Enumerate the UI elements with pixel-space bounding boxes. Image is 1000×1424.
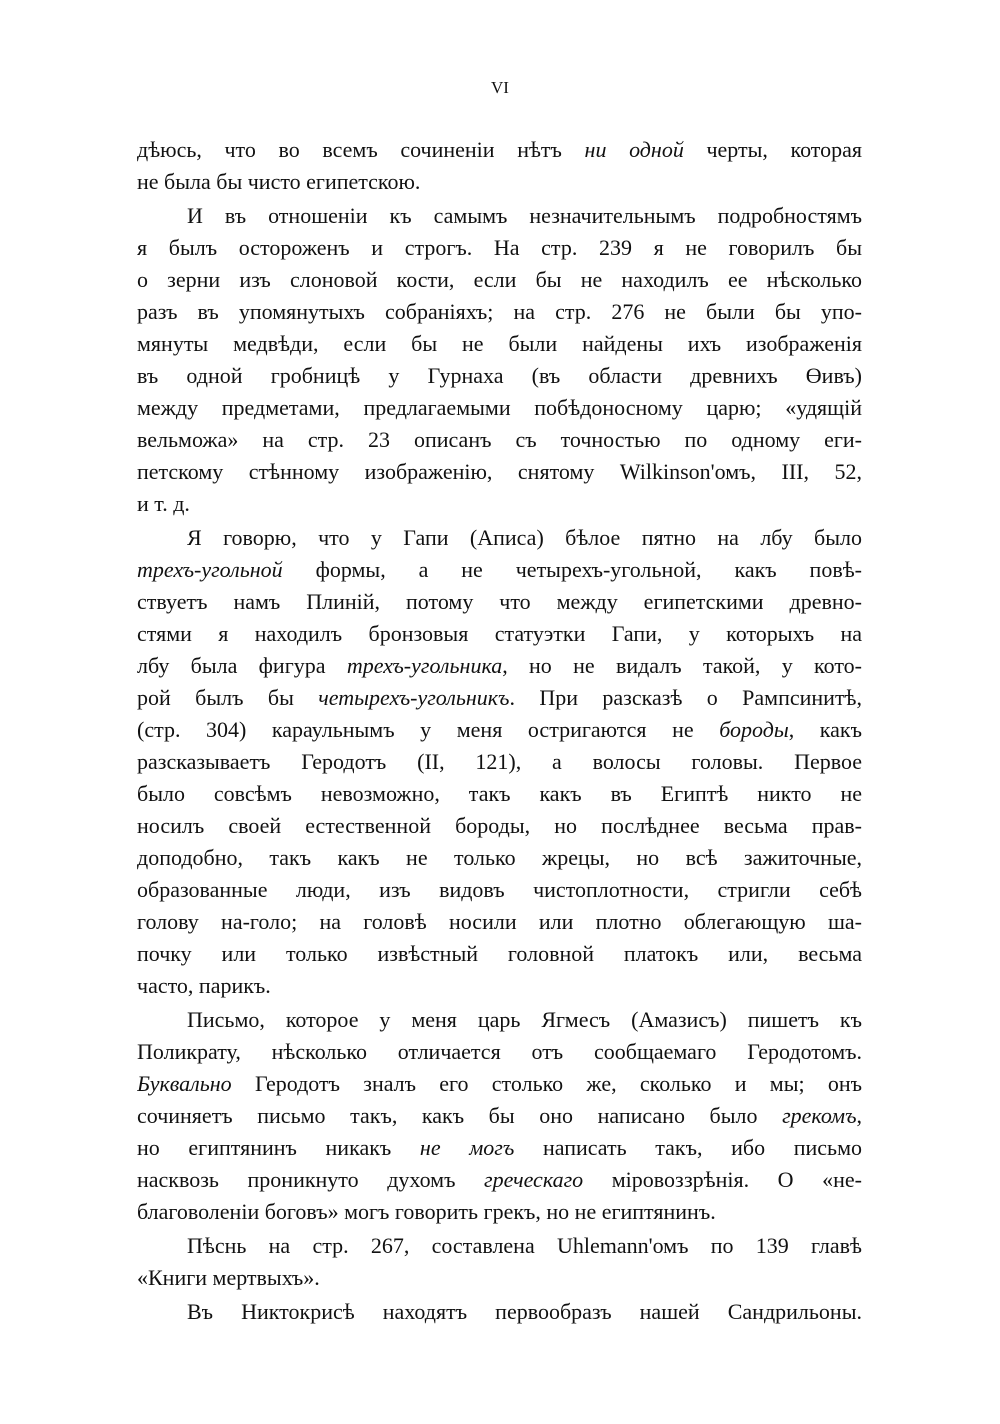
text-segment: черты, которая — [683, 137, 862, 162]
text-segment: доподобно, такъ какъ не только жрецы, но всѣ зажиточные, — [137, 845, 862, 870]
text-segment: , но не видалъ такой, у кото- — [502, 653, 862, 678]
text-line — [137, 906, 862, 938]
text-line — [137, 1004, 862, 1036]
text-segment: Въ Никтокрисѣ находятъ первообразъ нашей Сандрильоны. — [187, 1299, 862, 1324]
text-segment: «Книги мертвыхъ». — [137, 1265, 320, 1290]
text-segment: часто, парикъ. — [137, 973, 271, 998]
text-line — [137, 618, 862, 650]
text-segment: рой былъ бы — [137, 685, 319, 710]
text-line — [137, 1262, 862, 1294]
text-line — [137, 970, 862, 1002]
italic-text: грекомъ — [782, 1103, 857, 1128]
text-line — [137, 842, 862, 874]
text-segment: было совсѣмъ невозможно, такъ какъ въ Египтѣ никто не — [137, 781, 862, 806]
text-line — [137, 874, 862, 906]
text-segment: насквозь проникнуто духомъ — [137, 1167, 485, 1192]
text-segment: образованные люди, изъ видовъ чистоплотности, стригли себѣ — [137, 877, 862, 902]
text-segment: Пѣснь на стр. 267, составлена Uhlemann'омъ по 139 главѣ — [187, 1233, 862, 1258]
text-line — [137, 938, 862, 970]
italic-text: трехъ-угольной — [137, 557, 283, 582]
text-segment: не была бы чисто египетскою. — [137, 169, 421, 194]
text-line — [137, 232, 862, 264]
text-segment: я былъ остороженъ и строгъ. На стр. 239 я не говорилъ бы — [137, 235, 862, 260]
text-segment: лбу была фигура — [137, 653, 347, 678]
text-segment: стями я находилъ бронзовыя статуэтки Гапи, у которыхъ на — [137, 621, 862, 646]
text-line — [137, 1068, 862, 1100]
text-segment: ствуетъ намъ Плиній, потому что между египетскими древно- — [137, 589, 862, 614]
text-line — [137, 424, 862, 456]
text-line — [137, 360, 862, 392]
text-line — [137, 746, 862, 778]
text-line — [137, 296, 862, 328]
page-number: VI — [491, 78, 509, 97]
text-segment: мянуты медвѣди, если бы не были найдены ихъ изображенія — [137, 331, 862, 356]
paragraph — [137, 1004, 862, 1228]
text-segment: (стр. 304) караульнымъ у меня остригаются не — [137, 717, 720, 742]
text-segment: міровоззрѣнія. О «не- — [583, 1167, 862, 1192]
text-line — [137, 778, 862, 810]
text-segment: . При разсказѣ о Рампсинитѣ, — [509, 685, 862, 710]
text-segment: , — [856, 1103, 862, 1128]
text-line — [137, 200, 862, 232]
paragraph — [137, 522, 862, 1002]
paragraph — [137, 1230, 862, 1294]
text-line — [137, 392, 862, 424]
text-segment: сочиняетъ письмо такъ, какъ бы оно написано было — [137, 1103, 783, 1128]
text-line — [137, 1164, 862, 1196]
italic-text: Буквально — [137, 1071, 232, 1096]
text-segment: И въ отношеніи къ самымъ незначительнымъ подробностямъ — [187, 203, 862, 228]
italic-text: бороды — [719, 717, 789, 742]
text-line — [137, 134, 862, 166]
text-segment: и т. д. — [137, 491, 190, 516]
text-line — [137, 650, 862, 682]
text-segment: между предметами, предлагаемыми побѣдоносному царю; «удящій — [137, 395, 862, 420]
text-line — [137, 456, 862, 488]
text-line — [137, 682, 862, 714]
paragraph — [137, 1296, 862, 1328]
italic-text: трехъ-угольника — [346, 653, 503, 678]
text-line — [137, 1036, 862, 1068]
text-segment: петскому стѣнному изображенію, снятому Wilkinson'омъ, III, 52, — [137, 459, 862, 484]
text-line — [137, 328, 862, 360]
text-line — [137, 1100, 862, 1132]
text-line — [137, 1230, 862, 1262]
text-line — [137, 264, 862, 296]
text-segment: Геродотъ зналъ его столько же, сколько и мы; онъ — [231, 1071, 862, 1096]
text-line — [137, 166, 862, 198]
italic-text: ни одной — [584, 137, 684, 162]
italic-text: греческаго — [484, 1167, 584, 1192]
text-segment: почку или только извѣстный головной платокъ или, весьма — [137, 941, 862, 966]
paragraph — [137, 134, 862, 198]
italic-text: четырехъ-угольникъ — [318, 685, 510, 710]
text-line — [137, 714, 862, 746]
text-segment: носилъ своей естественной бороды, но послѣднее весьма прав- — [137, 813, 862, 838]
text-segment: дѣюсь, что во всемъ сочиненіи нѣтъ — [137, 137, 585, 162]
text-line — [137, 1132, 862, 1164]
text-segment: Письмо, которое у меня царь Ягмесъ (Амазисъ) пишетъ къ — [187, 1007, 862, 1032]
text-line — [137, 1196, 862, 1228]
text-segment: въ одной гробницѣ у Гурнаха (въ области древнихъ Өивъ) — [137, 363, 862, 388]
text-line — [137, 554, 862, 586]
text-segment: о зерни изъ слоновой кости, если бы не находилъ ее нѣсколько — [137, 267, 862, 292]
text-segment: разсказываетъ Геродотъ (II, 121), а волосы головы. Первое — [137, 749, 862, 774]
text-segment: вельможа» на стр. 23 описанъ съ точностью по одному еги- — [137, 427, 862, 452]
document-body — [137, 134, 862, 1330]
text-segment: голову на-голо; на головѣ носили или плотно облегающую ша- — [137, 909, 862, 934]
text-segment: но египтянинъ никакъ — [137, 1135, 420, 1160]
text-line — [137, 488, 862, 520]
text-segment: разъ въ упомянутыхъ собраніяхъ; на стр. 276 не были бы упо- — [137, 299, 862, 324]
text-segment: благоволеніи боговъ» могъ говорить грекъ, но не египтянинъ. — [137, 1199, 716, 1224]
text-segment: Я говорю, что у Гапи (Аписа) бѣлое пятно на лбу было — [187, 525, 862, 550]
text-segment: формы, а не четырехъ-угольной, какъ повѣ- — [282, 557, 862, 582]
text-line — [137, 586, 862, 618]
text-line — [137, 1296, 862, 1328]
text-line — [137, 522, 862, 554]
text-segment: написать такъ, ибо письмо — [514, 1135, 862, 1160]
text-segment: , какъ — [788, 717, 862, 742]
paragraph — [137, 200, 862, 520]
text-line — [137, 810, 862, 842]
text-segment: Поликрату, нѣсколько отличается отъ сообщаемаго Геродотомъ. — [137, 1039, 862, 1064]
italic-text: не могъ — [419, 1135, 515, 1160]
